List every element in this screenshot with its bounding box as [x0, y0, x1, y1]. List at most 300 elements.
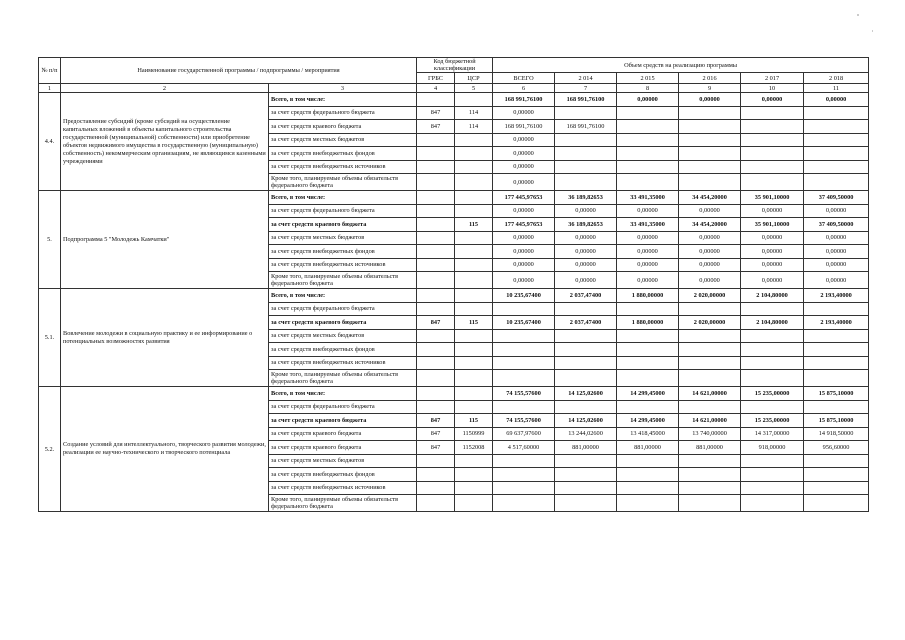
amount-cell: 69 637,97600: [493, 427, 555, 441]
amount-cell: 0,00000: [741, 258, 804, 272]
amount-cell: 0,00000: [493, 245, 555, 259]
amount-cell: 13 418,45000: [617, 427, 679, 441]
amount-cell: 881,00000: [679, 441, 741, 455]
funding-source-label: Кроме того, планируемые объемы обязательств федерального бюджета: [269, 495, 417, 512]
amount-cell: 0,00000: [555, 231, 617, 245]
amount-cell: [679, 160, 741, 174]
amount-cell: 37 409,50000: [804, 191, 869, 205]
funding-source-label: за счет средств местных бюджетов: [269, 329, 417, 343]
csr-code: [455, 495, 493, 512]
amount-cell: [493, 495, 555, 512]
grbs-code: 847: [417, 106, 455, 120]
grbs-code: [417, 174, 455, 191]
table-body: [39, 58, 869, 512]
funding-source-label: за счет средств внебюджетных источников: [269, 356, 417, 370]
header-code: Код бюджетной классификации: [417, 58, 493, 73]
funding-source-label: за счет средств местных бюджетов: [269, 133, 417, 147]
csr-code: 1150999: [455, 427, 493, 441]
amount-cell: [741, 495, 804, 512]
header-grbs: ГРБС: [417, 73, 455, 84]
csr-code: [455, 356, 493, 370]
amount-cell: 0,00000: [741, 204, 804, 218]
amount-cell: 36 189,82653: [555, 191, 617, 205]
funding-source-label: за счет средств местных бюджетов: [269, 454, 417, 468]
amount-cell: [555, 495, 617, 512]
amount-cell: 33 491,35000: [617, 191, 679, 205]
amount-cell: 15 875,10000: [804, 387, 869, 401]
amount-cell: 0,00000: [493, 258, 555, 272]
amount-cell: 13 244,02600: [555, 427, 617, 441]
amount-cell: [804, 454, 869, 468]
amount-cell: [493, 481, 555, 495]
amount-cell: 0,00000: [493, 174, 555, 191]
grbs-code: [417, 272, 455, 289]
funding-source-label: за счет средств краевого бюджета: [269, 414, 417, 428]
amount-cell: [679, 468, 741, 482]
amount-cell: 0,00000: [804, 245, 869, 259]
header-year: 2 018: [804, 73, 869, 84]
funding-source-label: за счет средств внебюджетных фондов: [269, 468, 417, 482]
funding-source-label: за счет средств внебюджетных фондов: [269, 147, 417, 161]
csr-code: [455, 174, 493, 191]
amount-cell: 956,60000: [804, 441, 869, 455]
amount-cell: 168 991,76100: [555, 120, 617, 134]
amount-cell: 0,00000: [617, 258, 679, 272]
table-row: [39, 93, 869, 107]
amount-cell: 15 235,00000: [741, 387, 804, 401]
amount-cell: [493, 454, 555, 468]
amount-cell: [679, 370, 741, 387]
amount-cell: [804, 120, 869, 134]
amount-cell: 0,00000: [804, 272, 869, 289]
section-number: 4.4.: [39, 93, 61, 191]
column-number: 1: [39, 84, 61, 93]
column-number: 8: [617, 84, 679, 93]
amount-cell: 74 155,57600: [493, 414, 555, 428]
amount-cell: [555, 370, 617, 387]
amount-cell: [679, 133, 741, 147]
grbs-code: [417, 495, 455, 512]
amount-cell: 881,00000: [555, 441, 617, 455]
csr-code: [455, 204, 493, 218]
column-number: 10: [741, 84, 804, 93]
csr-code: [455, 289, 493, 303]
amount-cell: [741, 329, 804, 343]
amount-cell: 0,00000: [617, 245, 679, 259]
amount-cell: 0,00000: [493, 106, 555, 120]
amount-cell: 10 235,67400: [493, 316, 555, 330]
amount-cell: 0,00000: [741, 93, 804, 107]
amount-cell: 918,00000: [741, 441, 804, 455]
csr-code: [455, 258, 493, 272]
header-name: Наименование государственной программы / подпрограммы / мероприятия: [61, 58, 417, 84]
header-num: № п/п: [39, 58, 61, 84]
funding-source-label: за счет средств внебюджетных источников: [269, 160, 417, 174]
column-number: 9: [679, 84, 741, 93]
csr-code: [455, 468, 493, 482]
csr-code: [455, 147, 493, 161]
funding-source-label: Всего, в том числе:: [269, 93, 417, 107]
amount-cell: [679, 481, 741, 495]
amount-cell: [679, 400, 741, 414]
csr-code: 114: [455, 106, 493, 120]
amount-cell: 0,00000: [679, 272, 741, 289]
amount-cell: 0,00000: [679, 258, 741, 272]
amount-cell: 2 037,47400: [555, 316, 617, 330]
grbs-code: 847: [417, 120, 455, 134]
grbs-code: [417, 218, 455, 232]
amount-cell: 0,00000: [804, 231, 869, 245]
amount-cell: [555, 468, 617, 482]
amount-cell: [741, 356, 804, 370]
amount-cell: [741, 174, 804, 191]
csr-code: [455, 245, 493, 259]
grbs-code: [417, 133, 455, 147]
grbs-code: [417, 343, 455, 357]
amount-cell: 168 991,76100: [493, 93, 555, 107]
csr-code: [455, 387, 493, 401]
amount-cell: 0,00000: [493, 133, 555, 147]
amount-cell: 0,00000: [555, 204, 617, 218]
amount-cell: 35 901,10000: [741, 191, 804, 205]
header-year: 2 014: [555, 73, 617, 84]
amount-cell: [741, 302, 804, 316]
amount-cell: [555, 343, 617, 357]
amount-cell: 2 193,40000: [804, 289, 869, 303]
amount-cell: [804, 160, 869, 174]
amount-cell: [493, 370, 555, 387]
column-number: 11: [804, 84, 869, 93]
section-number: 5.2.: [39, 387, 61, 512]
grbs-code: [417, 258, 455, 272]
funding-source-label: за счет средств краевого бюджета: [269, 441, 417, 455]
amount-cell: 2 104,80000: [741, 289, 804, 303]
amount-cell: [679, 454, 741, 468]
table-row: [39, 191, 869, 205]
grbs-code: [417, 289, 455, 303]
grbs-code: [417, 454, 455, 468]
amount-cell: 36 189,82653: [555, 218, 617, 232]
amount-cell: 0,00000: [804, 204, 869, 218]
amount-cell: [804, 468, 869, 482]
amount-cell: [617, 133, 679, 147]
budget-table: [38, 57, 869, 512]
amount-cell: 0,00000: [493, 147, 555, 161]
csr-code: [455, 231, 493, 245]
amount-cell: 2 020,00000: [679, 289, 741, 303]
csr-code: 114: [455, 120, 493, 134]
csr-code: [455, 191, 493, 205]
amount-cell: [617, 160, 679, 174]
amount-cell: [493, 400, 555, 414]
scan-speck: [857, 14, 859, 16]
amount-cell: [741, 468, 804, 482]
csr-code: 115: [455, 414, 493, 428]
amount-cell: 1 880,00000: [617, 316, 679, 330]
amount-cell: 15 235,00000: [741, 414, 804, 428]
scan-speck: [872, 30, 873, 32]
amount-cell: [679, 329, 741, 343]
amount-cell: 881,00000: [617, 441, 679, 455]
amount-cell: [617, 495, 679, 512]
funding-source-label: за счет средств внебюджетных фондов: [269, 245, 417, 259]
amount-cell: [617, 343, 679, 357]
amount-cell: [804, 302, 869, 316]
amount-cell: 0,00000: [679, 245, 741, 259]
grbs-code: 847: [417, 427, 455, 441]
amount-cell: [617, 454, 679, 468]
column-number: 7: [555, 84, 617, 93]
amount-cell: 34 454,20000: [679, 218, 741, 232]
section-name: Предоставление субсидий (кроме субсидий на осуществление капитальных вложений в объекты капитального строительства государственной (муниципальной) собственности) или приобретение объектов недвижимого имущества в государственную (муниципальную) собственность) некоммерческим организациям, не являющимся казенными учреждениями: [61, 93, 269, 191]
amount-cell: 14 918,50000: [804, 427, 869, 441]
amount-cell: 0,00000: [741, 272, 804, 289]
column-number: 6: [493, 84, 555, 93]
amount-cell: 14 317,00000: [741, 427, 804, 441]
amount-cell: [555, 302, 617, 316]
csr-code: [455, 400, 493, 414]
amount-cell: [617, 329, 679, 343]
amount-cell: 0,00000: [804, 258, 869, 272]
amount-cell: [679, 147, 741, 161]
amount-cell: [555, 356, 617, 370]
amount-cell: [679, 302, 741, 316]
amount-cell: 0,00000: [679, 231, 741, 245]
amount-cell: 0,00000: [617, 93, 679, 107]
amount-cell: 0,00000: [493, 160, 555, 174]
amount-cell: 15 875,10000: [804, 414, 869, 428]
grbs-code: [417, 468, 455, 482]
grbs-code: [417, 356, 455, 370]
header-year: ВСЕГО: [493, 73, 555, 84]
table-row: [39, 289, 869, 303]
amount-cell: [617, 356, 679, 370]
funding-source-label: за счет средств краевого бюджета: [269, 316, 417, 330]
amount-cell: 13 740,00000: [679, 427, 741, 441]
amount-cell: [617, 481, 679, 495]
funding-source-label: за счет средств местных бюджетов: [269, 231, 417, 245]
amount-cell: [555, 106, 617, 120]
grbs-code: [417, 481, 455, 495]
amount-cell: [493, 468, 555, 482]
amount-cell: [804, 343, 869, 357]
amount-cell: [679, 495, 741, 512]
amount-cell: 0,00000: [493, 231, 555, 245]
amount-cell: [493, 356, 555, 370]
column-number: 4: [417, 84, 455, 93]
amount-cell: [741, 133, 804, 147]
funding-source-label: за счет средств федерального бюджета: [269, 400, 417, 414]
funding-source-label: за счет средств федерального бюджета: [269, 302, 417, 316]
amount-cell: 14 621,00000: [679, 387, 741, 401]
grbs-code: [417, 302, 455, 316]
grbs-code: [417, 191, 455, 205]
header-csr: ЦСР: [455, 73, 493, 84]
funding-source-label: Кроме того, планируемые объемы обязательств федерального бюджета: [269, 370, 417, 387]
amount-cell: [741, 160, 804, 174]
amount-cell: [555, 400, 617, 414]
csr-code: [455, 370, 493, 387]
amount-cell: 2 104,80000: [741, 316, 804, 330]
csr-code: [455, 133, 493, 147]
grbs-code: 847: [417, 414, 455, 428]
header-year: 2 015: [617, 73, 679, 84]
grbs-code: [417, 329, 455, 343]
amount-cell: [617, 468, 679, 482]
amount-cell: 0,00000: [741, 231, 804, 245]
amount-cell: 0,00000: [617, 272, 679, 289]
amount-cell: 0,00000: [804, 93, 869, 107]
amount-cell: [804, 106, 869, 120]
amount-cell: [804, 495, 869, 512]
amount-cell: [804, 133, 869, 147]
header-row: [39, 58, 869, 73]
table-row: [39, 387, 869, 401]
amount-cell: 35 901,10000: [741, 218, 804, 232]
grbs-code: [417, 93, 455, 107]
grbs-code: [417, 245, 455, 259]
section-name: Подпрограмма 5 "Молодежь Камчатки": [61, 191, 269, 289]
csr-code: [455, 481, 493, 495]
amount-cell: [804, 147, 869, 161]
amount-cell: [555, 454, 617, 468]
csr-code: [455, 454, 493, 468]
amount-cell: [679, 343, 741, 357]
funding-source-label: Всего, в том числе:: [269, 191, 417, 205]
csr-code: 1152008: [455, 441, 493, 455]
grbs-code: [417, 204, 455, 218]
csr-code: 115: [455, 316, 493, 330]
amount-cell: [741, 370, 804, 387]
amount-cell: 0,00000: [617, 204, 679, 218]
funding-source-label: Всего, в том числе:: [269, 289, 417, 303]
header-year: 2 016: [679, 73, 741, 84]
amount-cell: [555, 160, 617, 174]
csr-code: [455, 329, 493, 343]
funding-source-label: за счет средств федерального бюджета: [269, 204, 417, 218]
csr-code: [455, 302, 493, 316]
amount-cell: [617, 147, 679, 161]
amount-cell: 2 193,40000: [804, 316, 869, 330]
amount-cell: [804, 481, 869, 495]
csr-code: [455, 93, 493, 107]
amount-cell: 177 445,97653: [493, 191, 555, 205]
amount-cell: 168 991,76100: [555, 93, 617, 107]
amount-cell: [679, 174, 741, 191]
amount-cell: 10 235,67400: [493, 289, 555, 303]
amount-cell: [741, 481, 804, 495]
amount-cell: [555, 147, 617, 161]
amount-cell: [493, 302, 555, 316]
amount-cell: 0,00000: [555, 272, 617, 289]
amount-cell: 14 125,02600: [555, 414, 617, 428]
grbs-code: [417, 387, 455, 401]
grbs-code: [417, 160, 455, 174]
amount-cell: [741, 120, 804, 134]
amount-cell: 177 445,97653: [493, 218, 555, 232]
amount-cell: [741, 343, 804, 357]
amount-cell: 74 155,57600: [493, 387, 555, 401]
amount-cell: [804, 174, 869, 191]
section-name: Создание условий для интеллектуального, творческого развития молодежи, реализации ее научно-технического и творческого потенциала: [61, 387, 269, 512]
amount-cell: [617, 106, 679, 120]
amount-cell: 34 454,20000: [679, 191, 741, 205]
amount-cell: 168 991,76100: [493, 120, 555, 134]
amount-cell: [493, 343, 555, 357]
funding-source-label: за счет средств краевого бюджета: [269, 427, 417, 441]
amount-cell: [741, 454, 804, 468]
section-number: 5.: [39, 191, 61, 289]
amount-cell: 0,00000: [493, 272, 555, 289]
funding-source-label: Кроме того, планируемые объемы обязательств федерального бюджета: [269, 272, 417, 289]
amount-cell: [804, 356, 869, 370]
grbs-code: 847: [417, 441, 455, 455]
amount-cell: [741, 106, 804, 120]
csr-code: [455, 272, 493, 289]
grbs-code: [417, 147, 455, 161]
amount-cell: 14 299,45000: [617, 414, 679, 428]
amount-cell: [555, 329, 617, 343]
amount-cell: [679, 356, 741, 370]
csr-code: [455, 343, 493, 357]
amount-cell: 2 020,00000: [679, 316, 741, 330]
amount-cell: 33 491,35000: [617, 218, 679, 232]
funding-source-label: за счет средств краевого бюджета: [269, 120, 417, 134]
header-volume: Объем средств на реализацию программы: [493, 58, 869, 73]
amount-cell: 0,00000: [679, 204, 741, 218]
amount-cell: [617, 174, 679, 191]
amount-cell: 14 299,45000: [617, 387, 679, 401]
amount-cell: [679, 106, 741, 120]
grbs-code: [417, 231, 455, 245]
section-name: Вовлечение молодежи в социальную практику и ее информирование о потенциальных возможностях развития: [61, 289, 269, 387]
section-number: 5.1.: [39, 289, 61, 387]
funding-source-label: Кроме того, планируемые объемы обязательств федерального бюджета: [269, 174, 417, 191]
header-year: 2 017: [741, 73, 804, 84]
funding-source-label: за счет средств федерального бюджета: [269, 106, 417, 120]
funding-source-label: за счет средств внебюджетных источников: [269, 481, 417, 495]
column-number: 3: [269, 84, 417, 93]
funding-source-label: Всего, в том числе:: [269, 387, 417, 401]
amount-cell: 0,00000: [741, 245, 804, 259]
amount-cell: 0,00000: [555, 258, 617, 272]
amount-cell: [555, 174, 617, 191]
amount-cell: [555, 481, 617, 495]
csr-code: 115: [455, 218, 493, 232]
amount-cell: 2 037,47400: [555, 289, 617, 303]
amount-cell: [617, 120, 679, 134]
amount-cell: [741, 147, 804, 161]
grbs-code: 847: [417, 316, 455, 330]
grbs-code: [417, 400, 455, 414]
amount-cell: 14 621,00000: [679, 414, 741, 428]
amount-cell: 1 880,00000: [617, 289, 679, 303]
amount-cell: [617, 370, 679, 387]
amount-cell: [555, 133, 617, 147]
amount-cell: 37 409,50000: [804, 218, 869, 232]
amount-cell: 14 125,02600: [555, 387, 617, 401]
amount-cell: [493, 329, 555, 343]
amount-cell: [741, 400, 804, 414]
funding-source-label: за счет средств краевого бюджета: [269, 218, 417, 232]
csr-code: [455, 160, 493, 174]
column-number: 2: [61, 84, 269, 93]
amount-cell: [804, 329, 869, 343]
amount-cell: [679, 120, 741, 134]
column-number: 5: [455, 84, 493, 93]
amount-cell: [617, 400, 679, 414]
amount-cell: 0,00000: [493, 204, 555, 218]
